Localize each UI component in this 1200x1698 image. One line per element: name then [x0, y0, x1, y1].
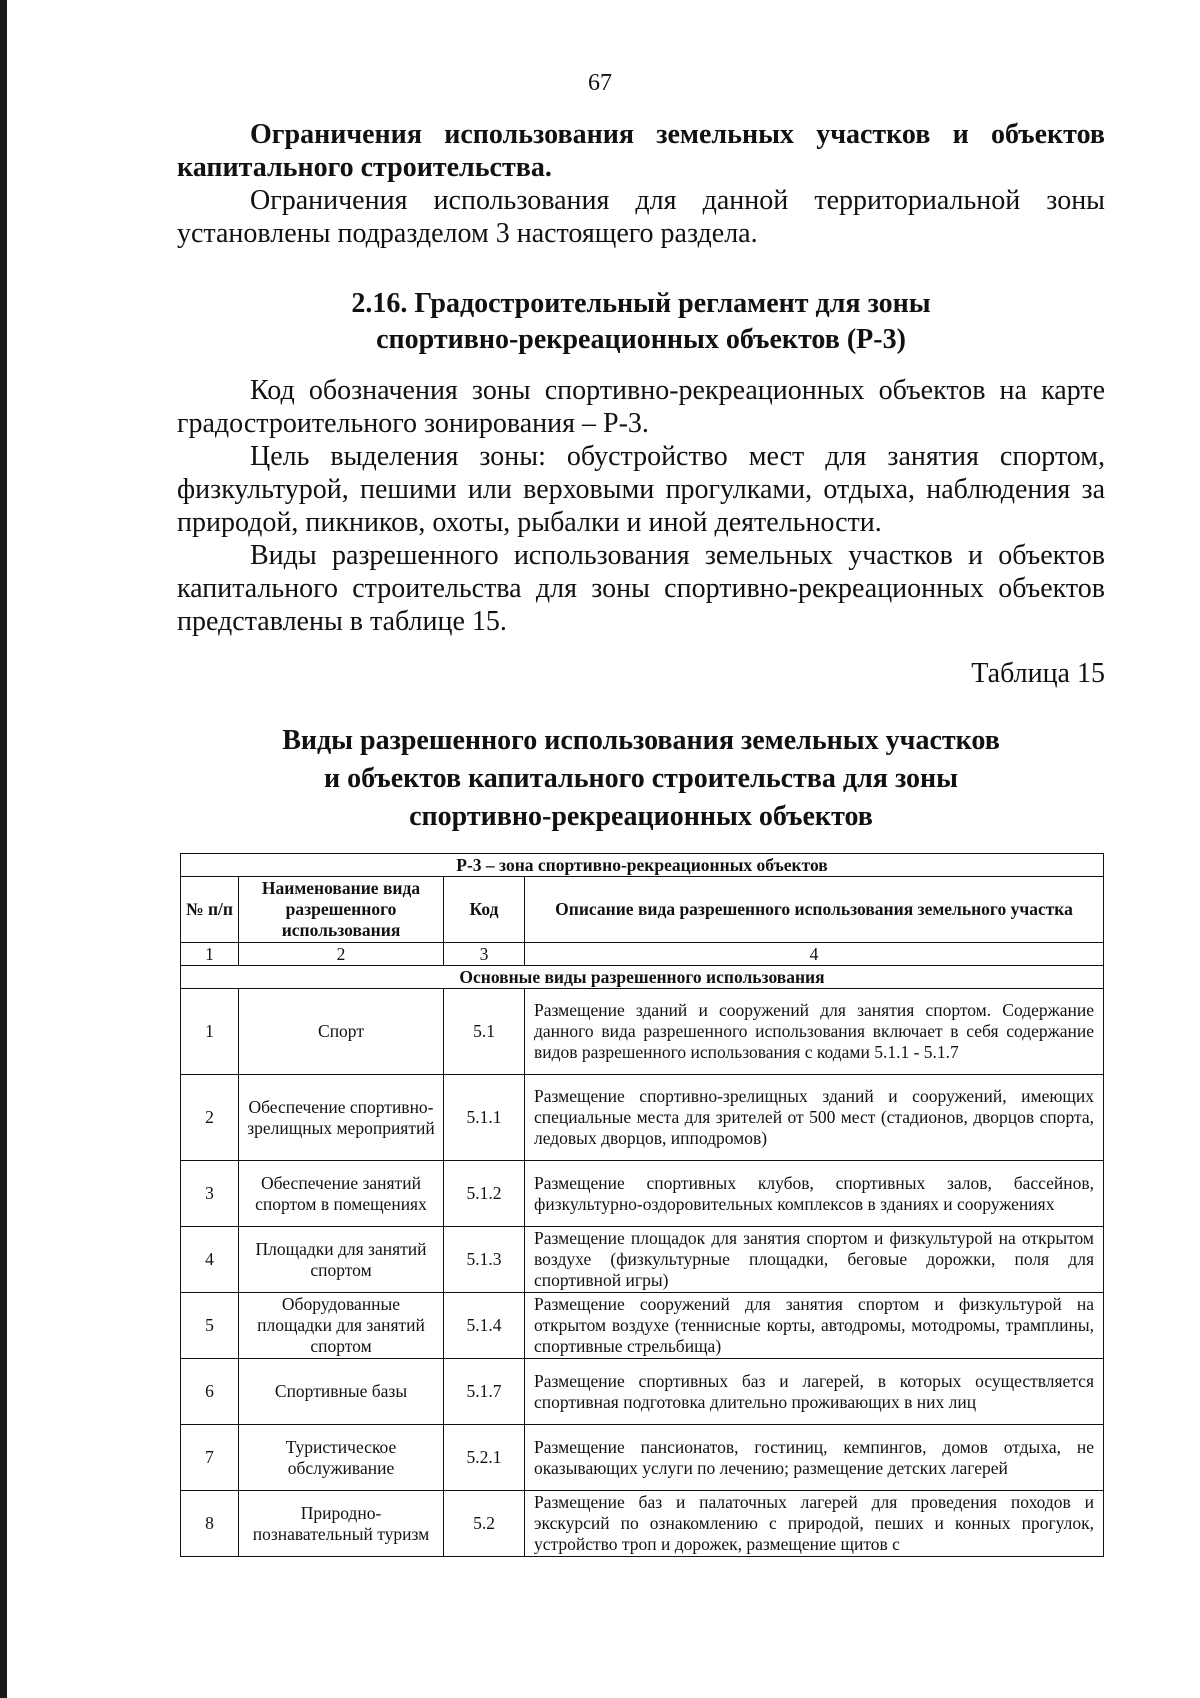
- table-title-line1: Виды разрешенного использования земельных участков: [282, 725, 1000, 756]
- header-desc: Описание вида разрешенного использования земельного участка: [525, 877, 1104, 943]
- page-number: 67: [588, 70, 612, 96]
- restrictions-text: Ограничения использования для данной территориальной зоны установлены подразделом 3 настоящего раздела.: [177, 185, 1105, 249]
- row-code: 5.2.1: [444, 1425, 525, 1491]
- row-num: 2: [181, 1075, 239, 1161]
- section-title-line2: спортивно-рекреационных объектов (Р-3): [376, 324, 906, 355]
- section-title: [177, 286, 1105, 358]
- column-index: 4: [525, 943, 1104, 966]
- row-desc: Размещение сооружений для занятия спортом и физкультурой на открытом воздухе (теннисные корты, автодромы, мотодромы, трамплины, спортивные стрельбища): [525, 1293, 1104, 1359]
- table-title-line3: спортивно-рекреационных объектов: [409, 801, 873, 832]
- land-use-table: [180, 853, 1104, 1557]
- row-num: 5: [181, 1293, 239, 1359]
- restrictions-heading: Ограничения использования земельных участков и объектов капитального строительства.: [177, 119, 1105, 183]
- column-index: 3: [444, 943, 525, 966]
- row-code: 5.1.3: [444, 1227, 525, 1293]
- row-num: 1: [181, 989, 239, 1075]
- row-num: 7: [181, 1425, 239, 1491]
- row-name: Природно-познавательный туризм: [239, 1491, 444, 1557]
- group-header-row: [181, 966, 1104, 989]
- page-edge-rule: [0, 0, 7, 1698]
- row-desc: Размещение баз и палаточных лагерей для проведения походов и экскурсий по ознакомлению с природой, пеших и конных прогулок, устройство троп и дорожек, размещение щитов с: [525, 1491, 1104, 1557]
- row-name: Обеспечение занятий спортом в помещениях: [239, 1161, 444, 1227]
- row-code: 5.1.1: [444, 1075, 525, 1161]
- row-num: 4: [181, 1227, 239, 1293]
- row-code: 5.2: [444, 1491, 525, 1557]
- paragraph-zone-purpose: Цель выделения зоны: обустройство мест для занятия спортом, физкультурой, пешими или верховыми прогулками, отдыха, наблюдения за природой, пикников, охоты, рыбалки и иной деятельности.: [177, 441, 1105, 538]
- row-desc: Размещение площадок для занятия спортом и физкультурой на открытом воздухе (физкультурные площадки, беговые дорожки, поля для спортивной игры): [525, 1227, 1104, 1293]
- group-header: Основные виды разрешенного использования: [181, 966, 1104, 989]
- table-title: [177, 722, 1105, 836]
- row-name: Площадки для занятий спортом: [239, 1227, 444, 1293]
- header-name: Наименование вида разрешенного использования: [239, 877, 444, 943]
- row-name: Обеспечение спортивно-зрелищных мероприятий: [239, 1075, 444, 1161]
- header-code: Код: [444, 877, 525, 943]
- row-name: Туристическое обслуживание: [239, 1425, 444, 1491]
- column-index: 2: [239, 943, 444, 966]
- row-code: 5.1: [444, 989, 525, 1075]
- table-label: Таблица 15: [971, 658, 1105, 689]
- table-row: [181, 1491, 1104, 1557]
- row-code: 5.1.2: [444, 1161, 525, 1227]
- column-header-row: [181, 877, 1104, 943]
- row-code: 5.1.7: [444, 1359, 525, 1425]
- table-row: [181, 1293, 1104, 1359]
- row-code: 5.1.4: [444, 1293, 525, 1359]
- table-row: [181, 1227, 1104, 1293]
- section-title-line1: 2.16. Градостроительный регламент для зоны: [351, 288, 931, 319]
- paragraphs-block: [177, 374, 1105, 638]
- table-title-line2: и объектов капитального строительства для зоны: [323, 763, 959, 794]
- restrictions-block: [177, 118, 1105, 250]
- row-name: Спорт: [239, 989, 444, 1075]
- paragraph-table-reference: Виды разрешенного использования земельных участков и объектов капитального строительства для зоны спортивно-рекреационных объектов представлены в таблице 15.: [177, 540, 1105, 637]
- table-row: [181, 1161, 1104, 1227]
- zone-header: Р-3 – зона спортивно-рекреационных объектов: [181, 854, 1104, 877]
- column-index: 1: [181, 943, 239, 966]
- row-num: 3: [181, 1161, 239, 1227]
- row-desc: Размещение спортивных клубов, спортивных залов, бассейнов, физкультурно-оздоровительных комплексов в зданиях и сооружениях: [525, 1161, 1104, 1227]
- table-row: [181, 989, 1104, 1075]
- row-desc: Размещение пансионатов, гостиниц, кемпингов, домов отдыха, не оказывающих услуги по лечению; размещение детских лагерей: [525, 1425, 1104, 1491]
- paragraph-zone-code: Код обозначения зоны спортивно-рекреационных объектов на карте градостроительного зонирования – Р-3.: [177, 375, 1105, 439]
- column-index-row: [181, 943, 1104, 966]
- table-row: [181, 1425, 1104, 1491]
- table-row: [181, 1075, 1104, 1161]
- row-num: 6: [181, 1359, 239, 1425]
- row-name: Оборудованные площадки для занятий спортом: [239, 1293, 444, 1359]
- row-desc: Размещение зданий и сооружений для занятия спортом. Содержание данного вида разрешенного использования включает в себя содержание видов разрешенного использования с кодами 5.1.1 - 5.1.7: [525, 989, 1104, 1075]
- table-row: [181, 1359, 1104, 1425]
- header-num: № п/п: [181, 877, 239, 943]
- row-desc: Размещение спортивно-зрелищных зданий и сооружений, имеющих специальные места для зрителей от 500 мест (стадионов, дворцов спорта, ледовых дворцов, ипподромов): [525, 1075, 1104, 1161]
- zone-header-row: [181, 854, 1104, 877]
- row-desc: Размещение спортивных баз и лагерей, в которых осуществляется спортивная подготовка длительно проживающих в них лиц: [525, 1359, 1104, 1425]
- row-name: Спортивные базы: [239, 1359, 444, 1425]
- row-num: 8: [181, 1491, 239, 1557]
